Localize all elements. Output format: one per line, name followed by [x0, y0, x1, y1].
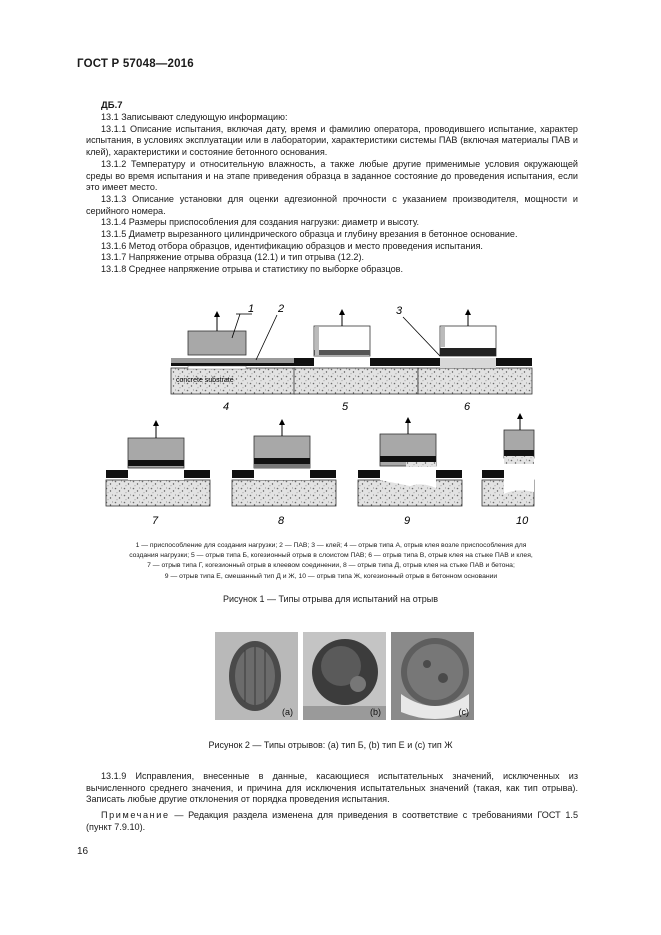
section-title: ДБ.7: [101, 100, 123, 111]
paragraph-13-1-5: 13.1.5 Диаметр вырезанного цилиндрического образца и глубину врезания в бетонное основание.: [101, 229, 518, 240]
figure-2-title: Рисунок 2 — Типы отрывов: (а) тип Б, (b) тип Е и (с) тип Ж: [208, 740, 453, 750]
substrate-label: concrete substrate: [176, 377, 234, 384]
paragraph-13-1-2: 13.1.2 Температуру и относительную влажность, а также любые другие применимые условия окружающей среды во время испытания и на этапе приведения образца в заданное состояние до проведения испытания, если это имеет место.: [86, 158, 578, 193]
panel-5: [294, 312, 418, 413]
legend-line: 1 — приспособление для создания нагрузки; 2 — ПАВ; 3 — клей; 4 — отрыв типа А, отрыв клея возле приспособления для: [135, 542, 527, 549]
panel-4: [171, 314, 295, 413]
note-text: — Редакция раздела изменена для приведения в соответствие с требованиями ГОСТ 1.5 (пункт 7.9.10).: [86, 810, 578, 832]
paragraph-13-1-4: 13.1.4 Размеры приспособления для создания нагрузки: диаметр и высоту.: [101, 217, 419, 228]
panel-label-8: 8: [278, 515, 285, 527]
callout-3: 3: [396, 305, 403, 317]
figure-1-legend: [76, 541, 586, 582]
page-header-standard: ГОСТ Р 57048—2016: [77, 58, 194, 70]
legend-line: создания нагрузки; 5 — отрыв типа Б, когезионный отрыв в слоистом ПАВ; 6 — отрыв типа В, отрыв клея на стыке ПАВ и клея,: [129, 552, 533, 560]
panel-10: [482, 416, 534, 527]
panel-7: [106, 423, 210, 527]
panel-label-10: 10: [516, 515, 529, 527]
photo-label-a: (a): [282, 707, 293, 717]
panel-label-9: 9: [404, 515, 411, 527]
panel-label-7: 7: [152, 515, 159, 527]
figure-1-title: Рисунок 1 — Типы отрыва для испытаний на отрыв: [223, 594, 438, 604]
requirements-list: [86, 112, 578, 276]
paragraph-13-1-1: 13.1.1 Описание испытания, включая дату, время и фамилию оператора, проводившего испытание, характер испытания, в условиях эксплуатации или в лаборатории, характеристики системы ПАВ (включая материалы ПАВ и клей), характеристики и состояние бетонного основания.: [86, 123, 578, 158]
photo-a: [215, 632, 298, 720]
photo-label-c: (c): [458, 707, 469, 717]
closing-paragraphs: [86, 771, 578, 838]
paragraph-13-1-3: 13.1.3 Описание установки для оценки адгезионной прочности с указанием производителя, мощности и серийного номера.: [86, 193, 578, 216]
note: [86, 810, 578, 833]
paragraph-13-1-6: 13.1.6 Метод отбора образцов, идентификацию образцов и место проведения испытания.: [101, 240, 483, 251]
page-number: 16: [77, 846, 89, 857]
legend-line: 7 — отрыв типа Г, когезионный отрыв в клеевом соединении, 8 — отрыв типа Д, отрыв клея на стыке ПАВ и бетона;: [147, 562, 515, 570]
paragraph-13-1-8: 13.1.8 Среднее напряжение отрыва и статистику по выборке образцов.: [101, 264, 403, 275]
callout-1: 1: [248, 303, 255, 315]
paragraph-13-1-9: 13.1.9 Исправления, внесенные в данные, касающиеся испытательных значений, исключенных из вычисленного среднего значения, и причина для исключения испытательных значений (такая, как тип отрыва). Записать любые другие отклонения от порядка проведения испытания.: [86, 771, 578, 805]
callout-2: 2: [278, 303, 285, 315]
panel-9: [358, 420, 462, 527]
figure-1-diagram: [96, 298, 536, 528]
panel-label-6: 6: [464, 401, 471, 413]
panel-label-4: 4: [223, 401, 230, 413]
paragraph-13-1-7: 13.1.7 Напряжение отрыва образца (12.1) и тип отрыва (12.2).: [101, 252, 365, 263]
panel-label-5: 5: [342, 401, 349, 413]
panel-6: [418, 312, 532, 413]
note-label: Примечание: [101, 810, 170, 821]
legend-line: 9 — отрыв типа Е, смешанный тип Д и Ж, 10 — отрыв типа Ж, когезионный отрыв в бетонном основании: [164, 572, 498, 580]
panel-8: [232, 422, 336, 527]
paragraph-13-1: 13.1 Записывают следующую информацию:: [101, 112, 288, 122]
photo-c: [391, 632, 474, 720]
photo-label-b: (b): [370, 707, 381, 717]
photo-b: [303, 632, 386, 720]
